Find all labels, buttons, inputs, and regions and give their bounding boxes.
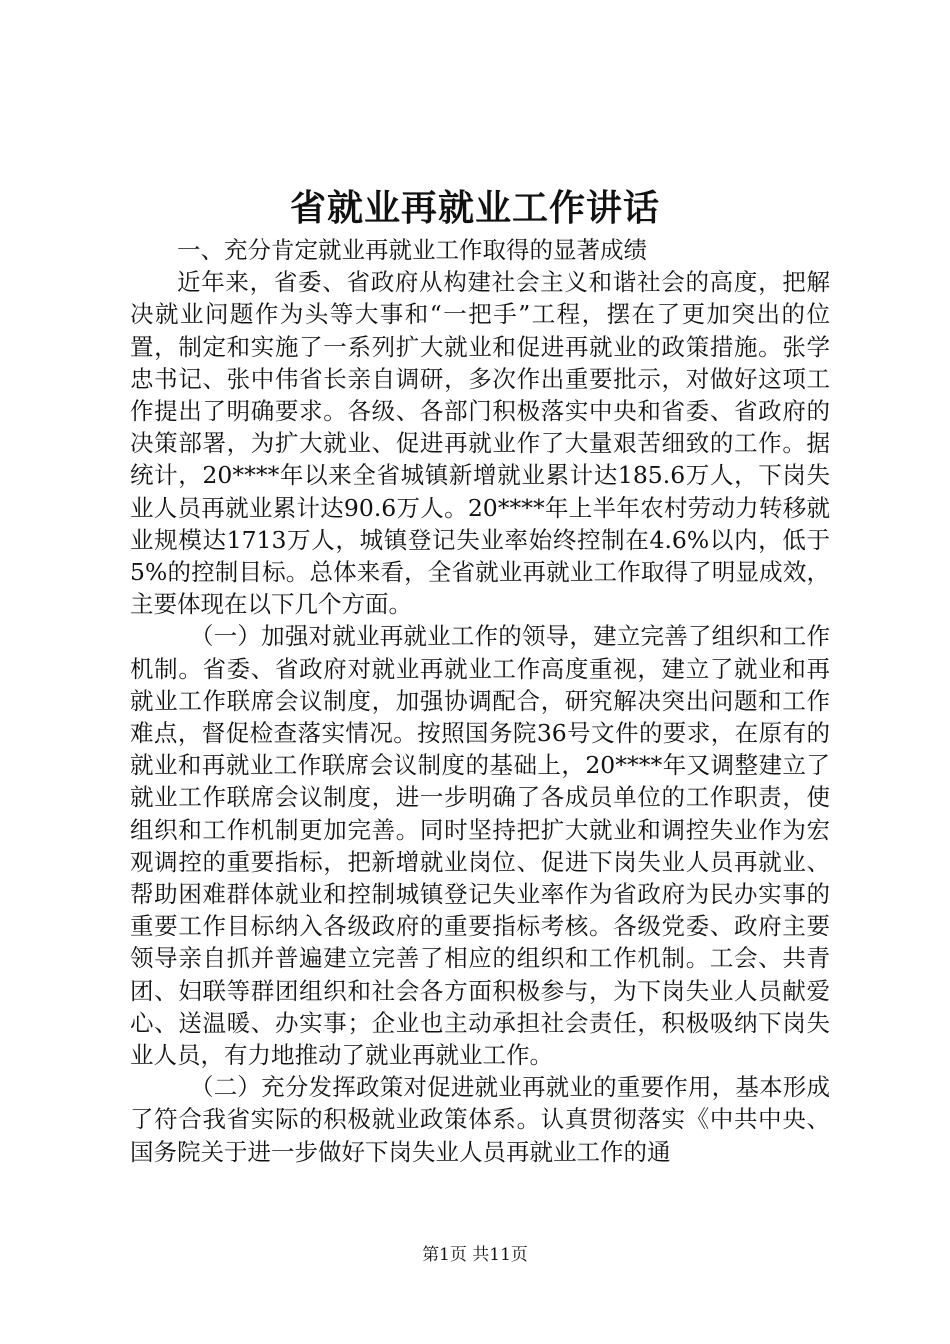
- document-body: [130, 234, 830, 1168]
- paragraph: （一）加强对就业再就业工作的领导，建立完善了组织和工作机制。省委、省政府对就业再就业工作高度重视，建立了就业和再就业工作联席会议制度，加强协调配合，研究解决突出问题和工作难点，督促检查落实情况。按照国务院36号文件的要求，在原有的就业和再就业工作联席会议制度的基础上，20****年又调整建立了就业工作联席会议制度，进一步明确了各成员单位的工作职责，使组织和工作机制更加完善。同时坚持把扩大就业和调控失业作为宏观调控的重要指标，把新增就业岗位、促进下岗失业人员再就业、帮助困难群体就业和控制城镇登记失业率作为省政府为民办实事的重要工作目标纳入各级政府的重要指标考核。各级党委、政府主要领导亲自抓并普遍建立完善了相应的组织和工作机制。工会、共青团、妇联等群团组织和社会各方面积极参与，为下岗失业人员献爱心、送温暖、办实事；企业也主动承担社会责任，积极吸纳下岗失业人员，有力地推动了就业再就业工作。: [130, 622, 830, 1070]
- paragraph: 近年来，省委、省政府从构建社会主义和谐社会的高度，把解决就业问题作为头等大事和“一把手”工程，摆在了更加突出的位置，制定和实施了一系列扩大就业和促进再就业的政策措施。张学忠书记、张中伟省长亲自调研，多次作出重要批示，对做好这项工作提出了明确要求。各级、各部门积极落实中央和省委、省政府的决策部署，为扩大就业、促进再就业作了大量艰苦细致的工作。据统计，20****年以来全省城镇新增就业累计达185.6万人，下岗失业人员再就业累计达90.6万人。20****年上半年农村劳动力转移就业规模达1713万人，城镇登记失业率始终控制在4.6%以内，低于5%的控制目标。总体来看，全省就业再就业工作取得了明显成效，主要体现在以下几个方面。: [130, 268, 830, 619]
- document-title: 省就业再就业工作讲话: [289, 187, 660, 229]
- page-number-footer: 第1页 共11页: [422, 1245, 528, 1265]
- paragraph: （二）充分发挥政策对促进就业再就业的重要作用，基本形成了符合我省实际的积极就业政策体系。认真贯彻落实《中共中央、国务院关于进一步做好下岗失业人员再就业工作的通: [130, 1073, 830, 1166]
- section-heading: 一、充分肯定就业再就业工作取得的显著成绩: [177, 236, 647, 264]
